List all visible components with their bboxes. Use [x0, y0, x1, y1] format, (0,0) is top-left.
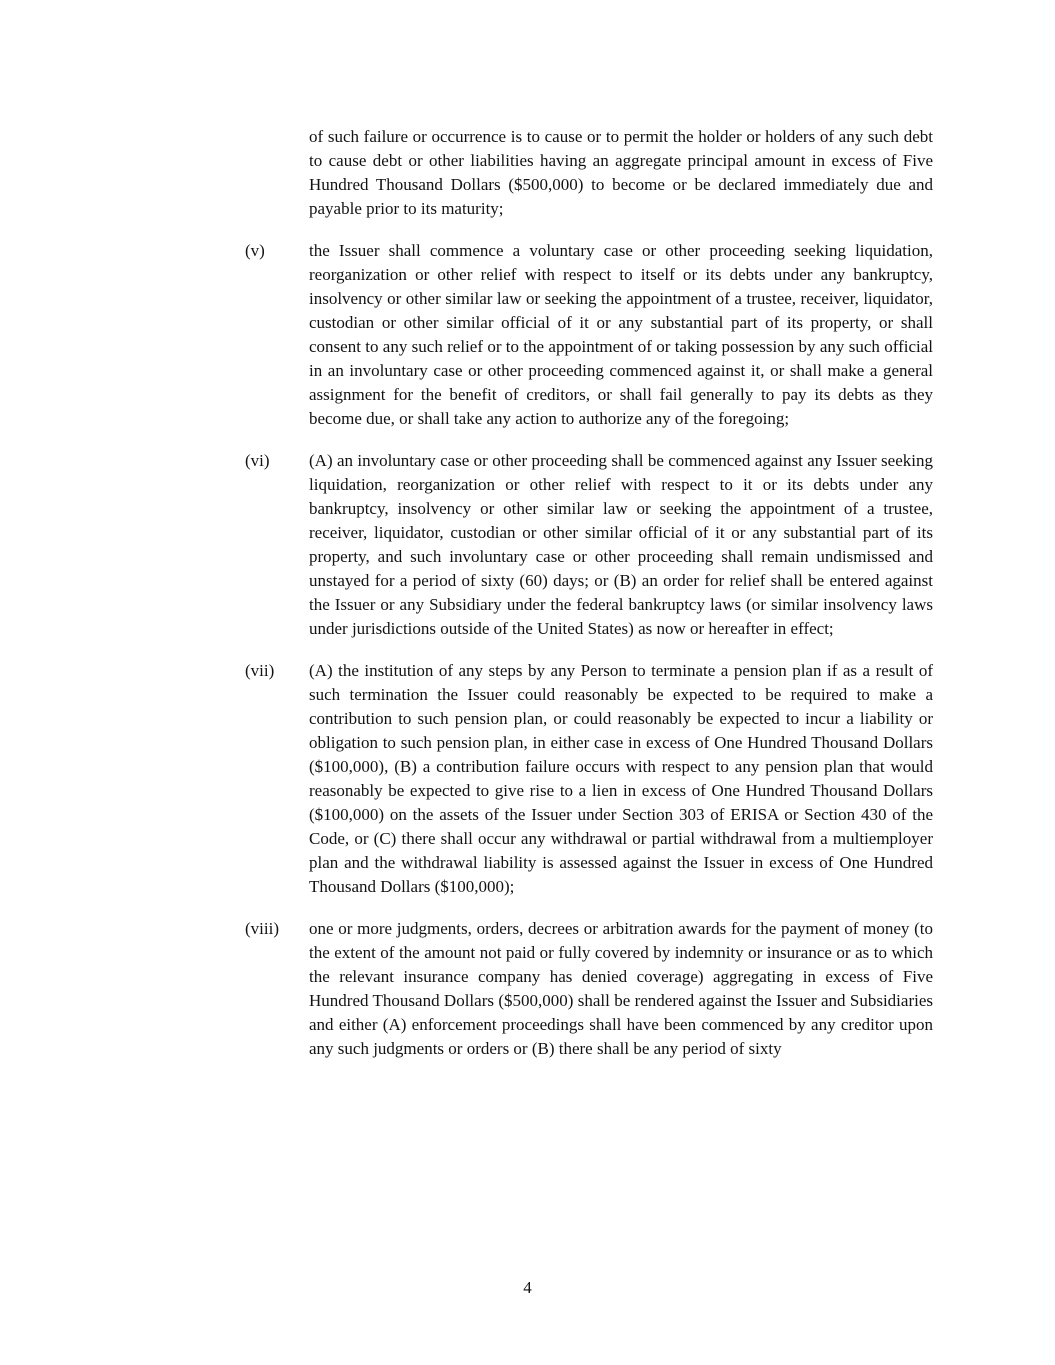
clause-label: (vi) — [245, 451, 270, 470]
clause-label — [245, 125, 309, 221]
clause-text: (A) an involuntary case or other proceeding shall be commenced against any Issuer seeking liquidation, reorganization or other relief with respect to it or its debts under any bankruptcy, insolvency or other similar law or seeking the appointment of a trustee, receiver, liquidator, custodian or other similar official of it or any substantial part of its property, and such involuntary case or other proceeding shall remain undismissed and unstayed for a period of sixty (60) days; or (B) an order for relief shall be entered against the Issuer or any Subsidiary under the federal bankruptcy laws (or similar insolvency laws under jurisdictions outside of the United States) as now or hereafter in effect; — [309, 451, 933, 638]
clause-label: (viii) — [245, 919, 279, 938]
clause-row-continuation — [245, 125, 933, 221]
clause-label: (v) — [245, 241, 265, 260]
clause-row-viii — [245, 917, 933, 1061]
clause-text: the Issuer shall commence a voluntary case or other proceeding seeking liquidation, reorganization or other relief with respect to itself or its debts under any bankruptcy, insolvency or other similar law or seeking the appointment of a trustee, receiver, liquidator, custodian or other similar official of it or any substantial part of its property, or shall consent to any such relief or to the appointment of or taking possession by any such official in an involuntary case or other proceeding commenced against it, or shall make a general assignment for the benefit of creditors, or shall fail generally to pay its debts as they become due, or shall take any action to authorize any of the foregoing; — [309, 241, 933, 428]
clause-text: one or more judgments, orders, decrees or arbitration awards for the payment of money (to the extent of the amount not paid or fully covered by indemnity or insurance or as to which the relevant insurance company has denied coverage) aggregating in excess of Five Hundred Thousand Dollars ($500,000) shall be rendered against the Issuer and Subsidiaries and either (A) enforcement proceedings shall have been commenced by any creditor upon any such judgments or orders or (B) there shall be any period of sixty — [309, 919, 933, 1058]
clause-row-v — [245, 239, 933, 431]
page-number: 4 — [523, 1278, 532, 1297]
clause-row-vii — [245, 659, 933, 899]
clause-row-vi — [245, 449, 933, 641]
clause-text: (A) the institution of any steps by any Person to terminate a pension plan if as a result of such termination the Issuer could reasonably be expected to be required to make a contribution to such pension plan, or could reasonably be expected to incur a liability or obligation to such pension plan, in either case in excess of One Hundred Thousand Dollars ($100,000), (B) a contribution failure occurs with respect to any pension plan that would reasonably be expected to give rise to a lien in excess of One Hundred Thousand Dollars ($100,000) on the assets of the Issuer under Section 303 of ERISA or Section 430 of the Code, or (C) there shall occur any withdrawal or partial withdrawal from a multiemployer plan and the withdrawal liability is assessed against the Issuer in excess of One Hundred Thousand Dollars ($100,000); — [309, 661, 933, 896]
clause-text: of such failure or occurrence is to cause or to permit the holder or holders of any such debt to cause debt or other liabilities having an aggregate principal amount in excess of Five Hundred Thousand Dollars ($500,000) to become or be declared immediately due and payable prior to its maturity; — [309, 127, 933, 218]
clause-list — [245, 125, 933, 1061]
clause-label: (vii) — [245, 661, 275, 680]
